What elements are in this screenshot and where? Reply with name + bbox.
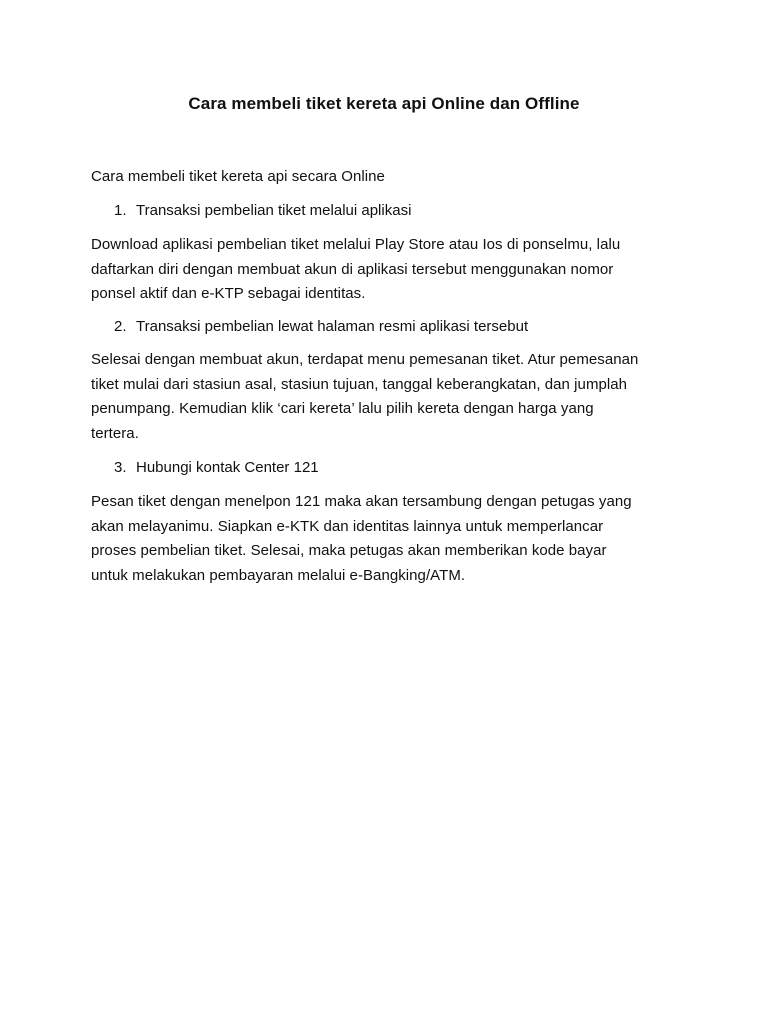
list-heading: Transaksi pembelian lewat halaman resmi aplikasi tersebut (136, 318, 529, 335)
paragraph-line: Selesai dengan membuat akun, terdapat menu pemesanan tiket. Atur pemesanan (91, 351, 639, 368)
paragraph-2 (91, 348, 691, 446)
intro-text: Cara membeli tiket kereta api secara Online (91, 168, 385, 185)
paragraph-line: tiket mulai dari stasiun asal, stasiun tujuan, tanggal keberangkatan, dan jumplah (91, 375, 628, 393)
list-number: 1. (114, 202, 127, 219)
paragraph-line: daftarkan diri dengan membuat akun di aplikasi tersebut menggunakan nomor (91, 260, 614, 278)
paragraph-line: untuk melakukan pembayaran melalui e-Bangking/ATM. (91, 566, 466, 584)
list-item-3 (114, 456, 674, 480)
paragraph-1 (91, 233, 691, 307)
list-item-1 (114, 199, 674, 223)
document-title: Cara membeli tiket kereta api Online dan Offline (188, 94, 580, 113)
list-item-2 (114, 315, 674, 339)
list-heading: Hubungi kontak Center 121 (136, 459, 319, 476)
paragraph-line: proses pembelian tiket. Selesai, maka petugas akan memberikan kode bayar (91, 542, 607, 559)
list-number: 3. (114, 459, 127, 476)
paragraph-line: tertera. (91, 424, 139, 442)
paragraph-line: akan melayanimu. Siapkan e-KTK dan identitas lainnya untuk memperlancar (91, 517, 604, 535)
list-number: 2. (114, 318, 127, 335)
paragraph-3 (91, 490, 691, 588)
paragraph-line: Download aplikasi pembelian tiket melalui Play Store atau Ios di ponselmu, lalu (91, 236, 621, 253)
list-heading: Transaksi pembelian tiket melalui aplikasi (136, 202, 412, 219)
paragraph-line: Pesan tiket dengan menelpon 121 maka akan tersambung dengan petugas yang (91, 493, 632, 510)
paragraph-line: penumpang. Kemudian klik ‘cari kereta’ lalu pilih kereta dengan harga yang (91, 400, 594, 417)
paragraph-line: ponsel aktif dan e-KTP sebagai identitas. (91, 285, 366, 302)
